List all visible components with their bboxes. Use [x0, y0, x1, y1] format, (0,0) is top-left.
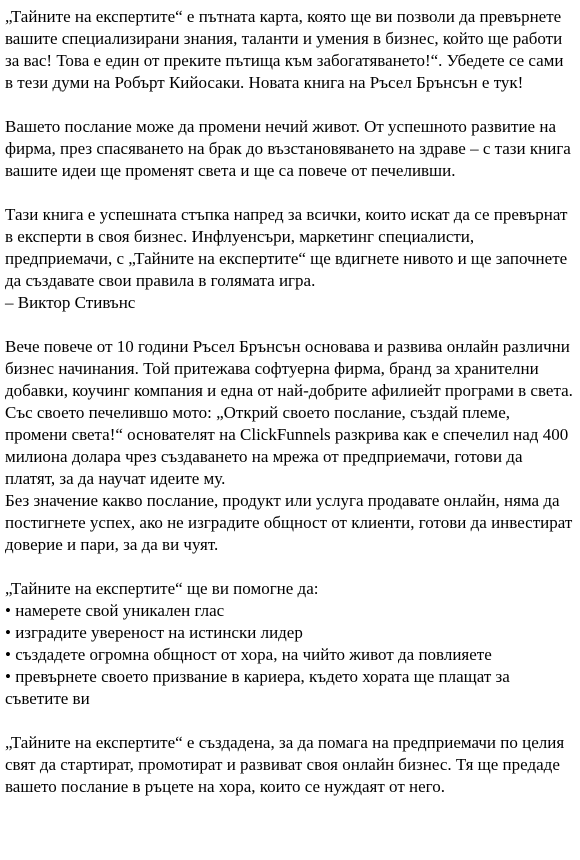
benefit-item: • изградите увереност на истински лидер — [5, 623, 303, 642]
benefit-item: • създадете огромна общност от хора, на чийто живот да повлияете — [5, 645, 492, 664]
intro-paragraph: „Тайните на експертите“ е пътната карта, която ще ви позволи да превърнете вашите специализирани знания, таланти и умения в бизнес, който ще работи за вас! Това е един от преките пътища към забогатяването!“. Убедете се сами в тези думи на Робърт Кийосаки. Новата книга на Ръсел Брънсън е тук! — [5, 7, 564, 92]
benefit-item: • намерете свой уникален глас — [5, 601, 225, 620]
benefit-item: • превърнете своето призвание в кариера, където хората ще плащат за съветите ви — [5, 667, 510, 708]
author-bio-paragraph: Вече повече от 10 години Ръсел Брънсън основава и развива онлайн различни бизнес начинания. Той притежава софтуерна фирма, бранд за хранителни добавки, коучинг компания и една от най-добрите афилиейт програми в света. Със своето печелившо мото: „Открий своето послание, създай племе, промени света!“ основателят на ClickFunnels разкрива как е спечелил над 400 милиона долара чрез създаването на мрежа от предприемачи, готови да платят, за да научат идеите му. — [5, 337, 573, 488]
testimonial-author: – Виктор Стивънс — [5, 293, 136, 312]
benefits-list — [5, 600, 574, 710]
paragraph-spacer — [5, 94, 574, 116]
paragraph-spacer — [5, 314, 574, 336]
paragraph-spacer — [5, 556, 574, 578]
closing-paragraph: „Тайните на експертите“ е създадена, за да помага на предприемачи по целия свят да стартират, промотират и развиват своя онлайн бизнес. Тя ще предаде вашето послание в ръцете на хора, които се нуждаят от него. — [5, 733, 565, 796]
paragraph-spacer — [5, 182, 574, 204]
paragraph-spacer — [5, 710, 574, 732]
testimonial-paragraph: Тази книга е успешната стъпка напред за всички, които искат да се превърнат в експерти в своя бизнес. Инфлуенсъри, маркетинг специалисти, предприемачи, с „Тайните на експертите“ ще вдигнете нивото и ще започнете да създавате свои правила в голямата игра. — [5, 205, 568, 290]
benefits-intro: „Тайните на експертите“ ще ви помогне да: — [5, 579, 319, 598]
community-paragraph: Без значение какво послание, продукт или услуга продавате онлайн, няма да постигнете успех, ако не изградите общност от клиенти, готови да инвестират доверие и пари, за да ви чуят. — [5, 491, 573, 554]
message-paragraph: Вашето послание може да промени нечий живот. От успешното развитие на фирма, през спасяването на брак до възстановяването на здраве – с тази книга вашите идеи ще променят света и ще са повече от печеливши. — [5, 117, 571, 180]
